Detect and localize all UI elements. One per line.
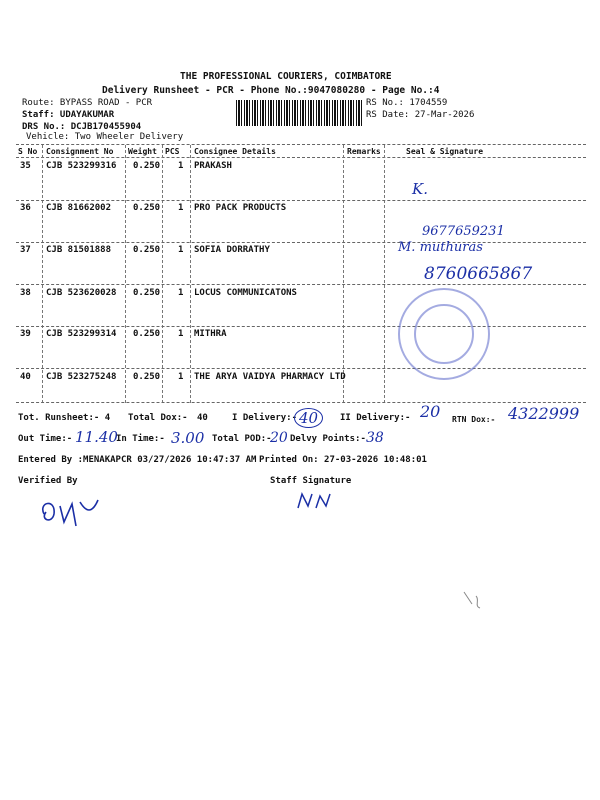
handwritten-i-delivery: 40 bbox=[294, 408, 323, 428]
row-consignee: SOFIA DORRATHY bbox=[194, 245, 270, 255]
row-consignee: THE ARYA VAIDYA PHARMACY LTD bbox=[194, 372, 346, 382]
row-weight: 0.250 bbox=[133, 372, 161, 382]
col-consignee: Consignee Details bbox=[194, 147, 276, 156]
rs-date: RS Date: 27-Mar-2026 bbox=[366, 110, 475, 120]
total-runsheet: Tot. Runsheet:- 4 bbox=[18, 413, 111, 423]
staff-signature-scribble bbox=[296, 488, 346, 514]
row-consignee: PRO PACK PRODUCTS bbox=[194, 203, 287, 213]
handwritten-name-37: M. muthuras bbox=[398, 240, 483, 255]
row-sno: 39 bbox=[20, 329, 31, 339]
stray-mark bbox=[462, 590, 484, 610]
row-consignee: PRAKASH bbox=[194, 161, 232, 171]
rs-number: RS No.: 1704559 bbox=[366, 98, 448, 108]
verified-by-label: Verified By bbox=[18, 476, 78, 486]
drs-label: DRS No.: DCJB170455904 bbox=[22, 122, 142, 132]
row-sno: 38 bbox=[20, 288, 31, 298]
row-consignment: CJB 523299316 bbox=[46, 161, 117, 171]
row-sno: 35 bbox=[20, 161, 31, 171]
rtn-dox-label: RTN Dox:- bbox=[452, 415, 496, 424]
ii-delivery-label: II Delivery:- bbox=[340, 413, 411, 423]
col-weight: Weight bbox=[128, 147, 157, 156]
delvy-points-label: Delvy Points:- bbox=[290, 434, 366, 444]
row-consignment: CJB 523620028 bbox=[46, 288, 117, 298]
row-sno: 40 bbox=[20, 372, 31, 382]
row-consignee: LOCUS COMMUNICATONS bbox=[194, 288, 297, 298]
row-pcs: 1 bbox=[178, 203, 184, 213]
row-pcs: 1 bbox=[178, 161, 184, 171]
i-delivery-label: I Delivery:- bbox=[232, 413, 298, 423]
row-consignment: CJB 81501888 bbox=[46, 245, 112, 255]
handwritten-phone-37: 8760665867 bbox=[424, 264, 533, 284]
company-name: THE PROFESSIONAL COURIERS, COIMBATORE bbox=[180, 71, 392, 82]
runsheet-title: Delivery Runsheet - PCR - Phone No.:9047080280 - Page No.:4 bbox=[102, 85, 440, 96]
row-sno: 36 bbox=[20, 203, 31, 213]
entered-by: Entered By :MENAKAPCR 03/27/2026 10:47:37 AM bbox=[18, 455, 257, 465]
row-consignment: CJB 523275248 bbox=[46, 372, 117, 382]
barcode bbox=[236, 100, 362, 126]
row-consignee: MITHRA bbox=[194, 329, 227, 339]
row-weight: 0.250 bbox=[133, 161, 161, 171]
handwritten-total-pod: 20 bbox=[270, 430, 288, 446]
staff-signature-label: Staff Signature bbox=[270, 476, 352, 486]
total-dox-value: 40 bbox=[197, 413, 208, 423]
col-pcs: PCS bbox=[165, 147, 180, 156]
handwritten-in-time: 3.00 bbox=[171, 429, 205, 447]
staff-label: Staff: UDAYAKUMAR bbox=[22, 110, 115, 120]
row-pcs: 1 bbox=[178, 329, 184, 339]
row-weight: 0.250 bbox=[133, 203, 161, 213]
row-sno: 37 bbox=[20, 245, 31, 255]
seal-stamp-inner bbox=[414, 304, 474, 364]
total-pod-label: Total POD:- bbox=[212, 434, 272, 444]
row-weight: 0.250 bbox=[133, 245, 161, 255]
vehicle-label: Vehicle: Two Wheeler Delivery bbox=[26, 132, 184, 142]
in-time-label: In Time:- bbox=[116, 434, 165, 444]
handwritten-phone-bottom: 4322999 bbox=[508, 404, 580, 423]
row-pcs: 1 bbox=[178, 288, 184, 298]
out-time-label: Out Time:- bbox=[18, 434, 73, 444]
row-pcs: 1 bbox=[178, 245, 184, 255]
row-consignment: CJB 81662002 bbox=[46, 203, 112, 213]
row-pcs: 1 bbox=[178, 372, 184, 382]
col-seal-signature: Seal & Signature bbox=[406, 147, 484, 156]
verified-signature-scribble bbox=[36, 492, 106, 532]
col-remarks: Remarks bbox=[347, 147, 381, 156]
handwritten-delvy-points: 38 bbox=[366, 430, 384, 446]
row-weight: 0.250 bbox=[133, 329, 161, 339]
handwritten-out-time: 11.40 bbox=[75, 428, 118, 446]
handwritten-phone-36: 9677659231 bbox=[422, 224, 505, 239]
total-dox-label: Total Dox:- bbox=[128, 413, 188, 423]
handwritten-ii-delivery: 20 bbox=[420, 402, 441, 421]
col-sno: S No bbox=[18, 147, 38, 156]
handwritten-signature-35: K. bbox=[412, 180, 428, 198]
row-consignment: CJB 523299314 bbox=[46, 329, 117, 339]
route-label: Route: BYPASS ROAD - PCR bbox=[22, 98, 153, 108]
printed-on: Printed On: 27-03-2026 10:48:01 bbox=[259, 455, 427, 465]
col-consignment: Consignment No bbox=[46, 147, 114, 156]
row-weight: 0.250 bbox=[133, 288, 161, 298]
